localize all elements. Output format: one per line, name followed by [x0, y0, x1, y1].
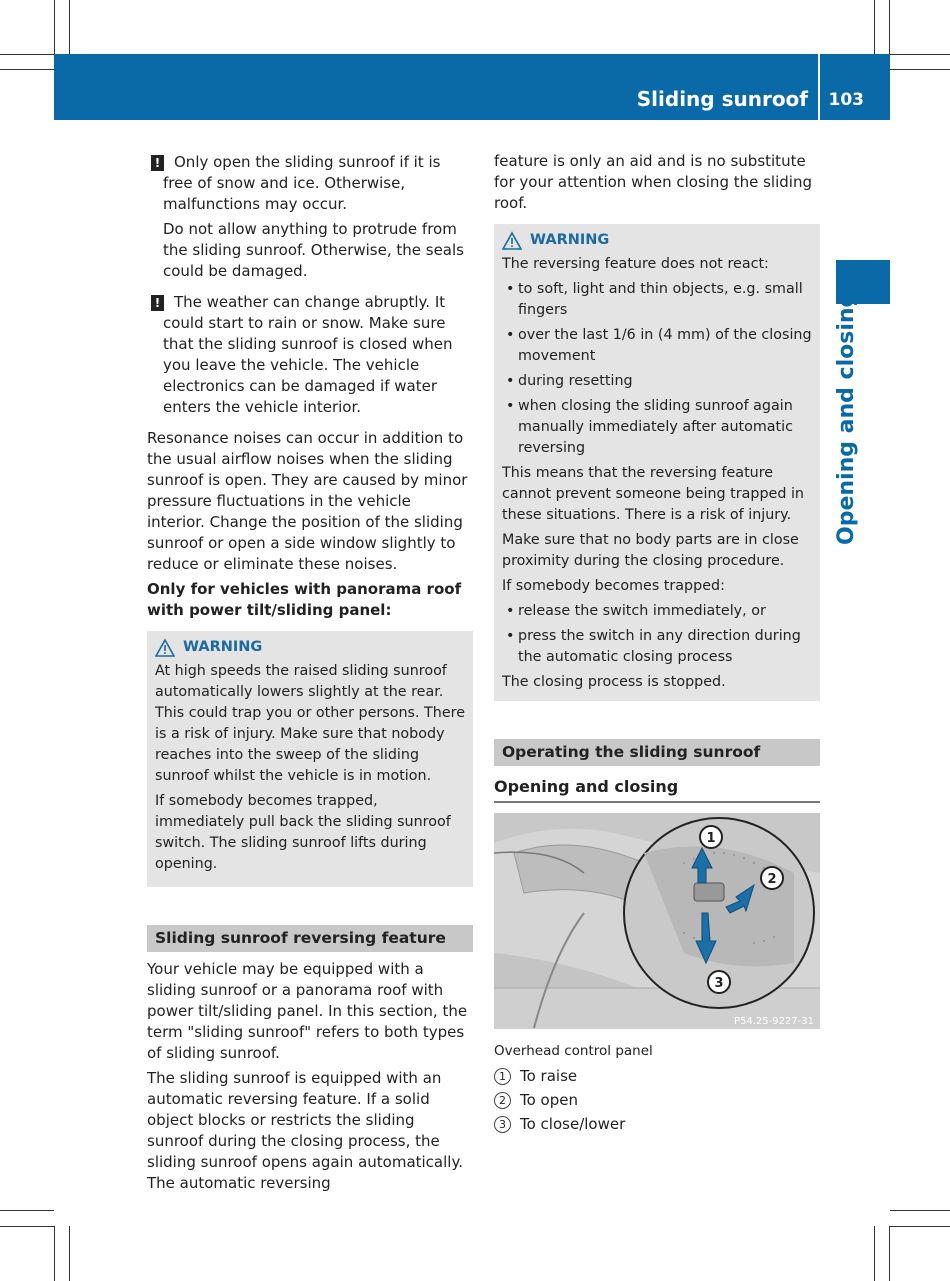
warning-text: This means that the reversing feature cannot prevent someone being trapped in these situations. There is a risk of injury. [502, 465, 804, 523]
notice-text: Only open the sliding sunroof if it is free of snow and ice. Otherwise, malfunctions may occur. [163, 153, 441, 213]
chapter-label: Opening and closing [834, 291, 859, 545]
warning-label: WARNING [183, 639, 263, 655]
header-title: Sliding sunroof [636, 87, 808, 111]
warning-header [155, 637, 465, 658]
crop-mark [890, 1210, 950, 1211]
crop-mark [69, 0, 70, 54]
section-heading: Operating the sliding sunroof [494, 739, 820, 766]
warning-header [502, 230, 812, 251]
callout-number: 2 [494, 1092, 511, 1109]
panorama-heading: Only for vehicles with panorama roof with power tilt/sliding panel: [147, 580, 462, 619]
notice-text: Do not allow anything to protrude from the sliding sunroof. Otherwise, the seals could be damaged. [163, 220, 464, 280]
crop-mark [890, 54, 950, 55]
list-item: • over the last 1/6 in (4 mm) of the closing movement [502, 325, 812, 367]
body-paragraph: Your vehicle may be equipped with a sliding sunroof or a panorama roof with power tilt/sliding panel. In this section, the term "sliding sunroof" refers to both types of sliding sunroof. [147, 960, 468, 1062]
subsection-heading: Opening and closing [494, 776, 820, 803]
crop-mark [889, 1226, 890, 1281]
figure-caption: Overhead control panel [494, 1043, 653, 1059]
callout-number: 1 [494, 1068, 511, 1085]
section-heading: Sliding sunroof reversing feature [147, 925, 473, 952]
list-item: • press the switch in any direction during the automatic closing process [502, 626, 812, 668]
callout-number: 3 [494, 1116, 511, 1133]
warning-list [502, 601, 812, 668]
crop-mark [54, 0, 55, 54]
warning-box [147, 631, 473, 887]
crop-mark [0, 54, 54, 55]
body-paragraph: feature is only an aid and is no substitute for your attention when closing the sliding roof. [494, 152, 812, 212]
callout-text: To raise [520, 1067, 578, 1085]
overhead-panel-figure [494, 813, 820, 1029]
list-item: • when closing the sliding sunroof again manually immediately after automatic reversing [502, 396, 812, 459]
warning-text: Make sure that no body parts are in close proximity during the closing procedure. [502, 532, 799, 569]
right-column [494, 151, 820, 1138]
warning-text: At high speeds the raised sliding sunroof automatically lowers slightly at the rear. This could trap you or other persons. There is a risk of injury. Make sure that nobody reaches into the sweep of the sliding sunroof whilst the vehicle is in motion. [155, 663, 465, 784]
warning-text: If somebody becomes trapped: [502, 578, 725, 594]
warning-box [494, 224, 820, 701]
callout-text: To close/lower [520, 1115, 626, 1133]
exclamation-icon: ! [151, 155, 164, 171]
figure-code: P54.25-9227-31 [733, 1016, 814, 1027]
crop-mark [874, 0, 875, 54]
overhead-panel-illustration [494, 813, 820, 1029]
notice-block [147, 152, 473, 282]
header-divider [818, 54, 820, 120]
callout-2: 2 [767, 872, 777, 887]
warning-label: WARNING [530, 232, 610, 248]
callout-text: To open [520, 1091, 578, 1109]
crop-mark [889, 0, 890, 54]
crop-mark [0, 69, 54, 70]
body-paragraph: The sliding sunroof is equipped with an automatic reversing feature. If a solid object blocks or restricts the sliding sunroof during the closing process, the sliding sunroof opens again automatically. The automatic reversing [147, 1069, 463, 1192]
warning-triangle-icon [155, 638, 175, 658]
callout-3: 3 [714, 976, 724, 991]
crop-mark [69, 1226, 70, 1281]
warning-text: The closing process is stopped. [502, 674, 726, 690]
callout-list [494, 1066, 820, 1135]
left-column [147, 152, 473, 1198]
crop-mark [0, 1210, 54, 1211]
list-item [494, 1114, 820, 1135]
list-item [494, 1090, 820, 1111]
page-number: 103 [828, 90, 864, 110]
notice-text: The weather can change abruptly. It could start to rain or snow. Make sure that the sliding sunroof is closed when you leave the vehicle. The vehicle electronics can be damaged if water enters the vehicle interior. [163, 293, 453, 416]
warning-text: If somebody becomes trapped, immediately pull back the sliding sunroof switch. The sliding sunroof lifts during opening. [155, 793, 451, 872]
list-item [494, 1066, 820, 1087]
list-item: • during resetting [502, 371, 812, 392]
notice-block [147, 292, 473, 418]
warning-text: The reversing feature does not react: [502, 256, 769, 272]
crop-mark [0, 1226, 54, 1227]
warning-triangle-icon [502, 231, 522, 251]
list-item: • release the switch immediately, or [502, 601, 812, 622]
body-paragraph: Resonance noises can occur in addition to the usual airflow noises when the sliding sunroof is open. They are caused by minor pressure fluctuations in the vehicle interior. Change the position of the sliding sunroof or open a side window slightly to reduce or eliminate these noises. [147, 429, 468, 573]
crop-mark [890, 69, 950, 70]
page-header [54, 54, 890, 120]
crop-mark [54, 1226, 55, 1281]
exclamation-icon: ! [151, 295, 164, 311]
warning-list [502, 279, 812, 459]
crop-mark [874, 1226, 875, 1281]
callout-1: 1 [706, 831, 716, 846]
crop-mark [890, 1226, 950, 1227]
list-item: • to soft, light and thin objects, e.g. small fingers [502, 279, 812, 321]
